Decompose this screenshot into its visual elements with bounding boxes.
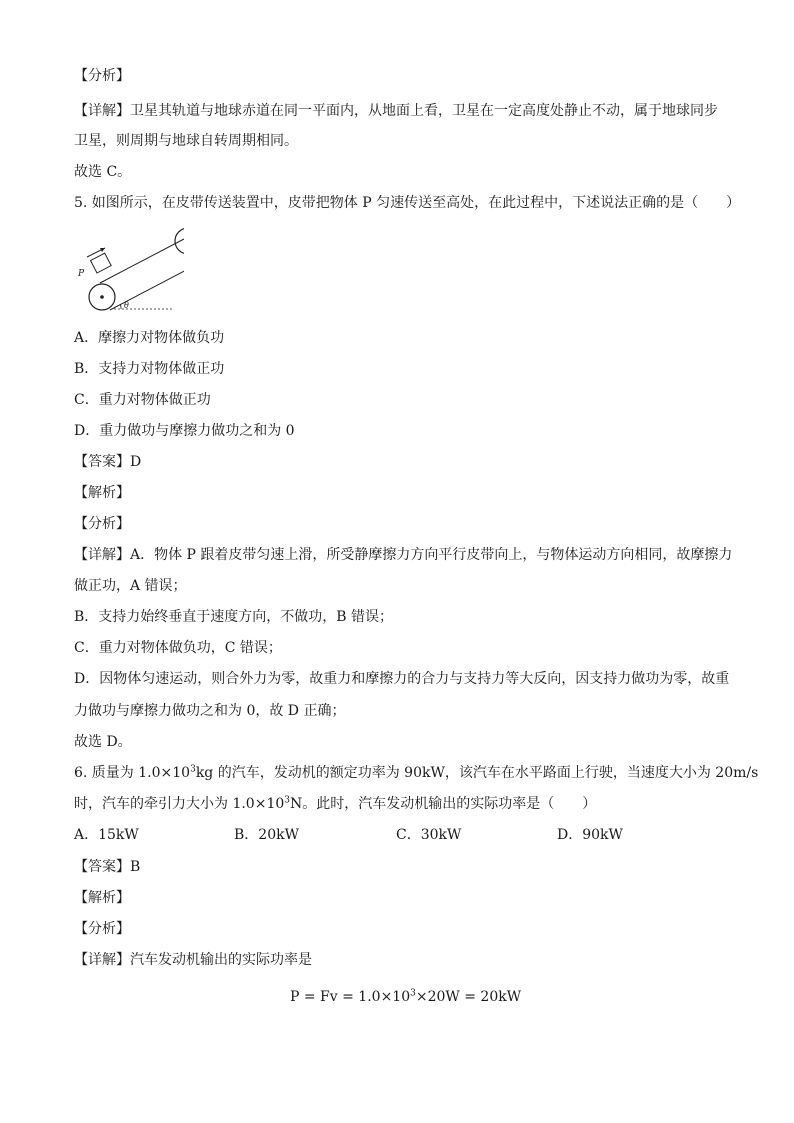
explanation-line: 做正功，A 错误； [74,578,187,594]
lower-pulley-axle [100,295,104,299]
option-a: A．摩擦力对物体做负功 [74,330,225,346]
object-p-box [91,253,112,273]
option-c: C．30kW [396,827,462,843]
option-c: C．重力对物体做正功 [74,392,211,408]
question-6-stem-line2 [74,794,596,814]
option-d: D．重力做功与摩擦力做功之和为 0 [74,423,295,439]
label-p: P [78,269,85,279]
q6-exponent: 3 [284,795,290,806]
solution-heading: 【解析】 [74,890,130,906]
question-5-stem: 5. 如图所示，在皮带传送装置中，皮带把物体 P 匀速传送至高处，在此过程中，下述说法正确的是（ ） [74,195,741,211]
q6-text: kg 的汽车，发动机的额定功率为 90kW，该汽车在水平路面上行驶，当速度大小为 20m/s [195,765,759,781]
q6-text: 时，汽车的牵引力大小为 1.0×10 [74,796,285,812]
choice-conclusion: 故选 C。 [74,164,132,180]
solution-heading: 【解析】 [74,485,130,501]
formula-text: P = Fv = 1.0×10 [290,989,411,1005]
explanation-line: 卫星，则周期与地球自转周期相同。 [74,133,298,149]
option-a: A．15kW [74,827,139,843]
q6-text: 6. 质量为 1.0×10 [74,765,191,781]
explanation-line: 【详解】A．物体 P 跟着皮带匀速上滑，所受静摩擦力方向平行皮带向上，与物体运动方向相同，故摩擦力 [74,547,733,563]
belt-bottom [110,266,184,310]
option-b: B．支持力对物体做正功 [74,361,225,377]
explanation-line: D．因物体匀速运动，则合外力为零，故重力和摩擦力的合力与支持力等大反向，因支持力做功为零，故重 [74,671,730,687]
option-b: B．20kW [234,827,299,843]
formula-exponent: 3 [410,988,416,999]
conveyor-belt-figure [74,220,184,315]
label-theta: θ [124,301,129,310]
answer-label: 【答案】D [74,454,142,470]
belt-top [100,239,184,283]
explanation-line: 【详解】汽车发动机输出的实际功率是 [74,952,312,968]
analysis-heading: 【分析】 [74,921,130,937]
explanation-line: B．支持力始终垂直于速度方向，不做功，B 错误； [74,609,394,625]
explanation-line: C．重力对物体做负功，C 错误； [74,640,282,656]
q6-exponent: 3 [190,764,196,775]
analysis-heading: 【分析】 [74,516,130,532]
q6-text: N。此时，汽车发动机输出的实际功率是（ ） [290,796,597,812]
explanation-line: 力做功与摩擦力做功之和为 0，故 D 正确； [74,703,346,719]
choice-conclusion: 故选 D。 [74,734,132,750]
question-6-stem-line1 [74,763,758,783]
analysis-heading: 【分析】 [74,68,130,84]
power-formula [290,987,521,1007]
option-d: D．90kW [557,827,623,843]
answer-label: 【答案】B [74,859,141,875]
formula-text: ×20W = 20kW [415,989,522,1005]
explanation-line: 【详解】卫星其轨道与地球赤道在同一平面内，从地面上看，卫星在一定高度处静止不动，属于地球同步 [74,103,718,119]
